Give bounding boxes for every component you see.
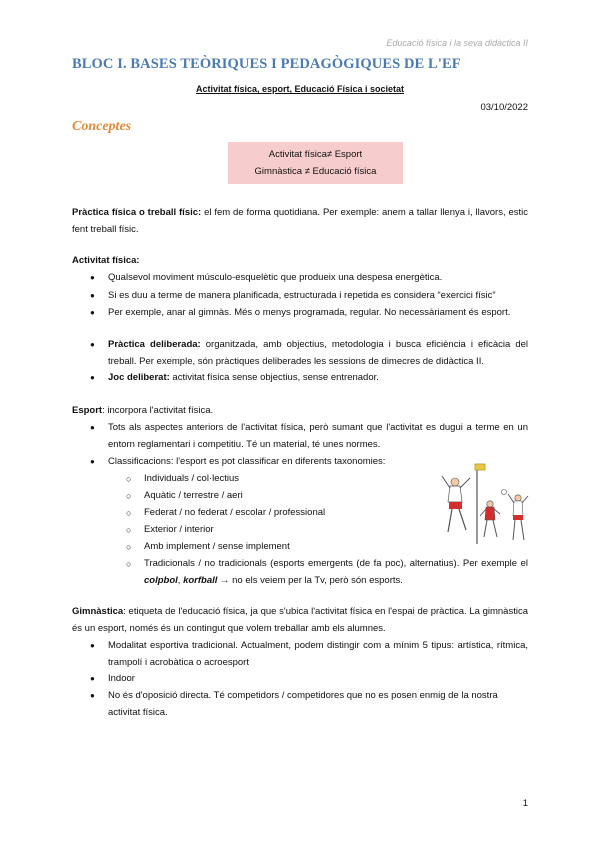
player-leg	[513, 520, 515, 540]
activitat-item-5	[90, 370, 528, 387]
section-title: Conceptes	[72, 119, 132, 134]
taxonomy-text-before: Tradicionals / no tradicionals (esports emergents (de fa poc), alternatius). Per exemple el	[144, 558, 528, 569]
concept-box	[228, 142, 403, 184]
date: 03/10/2022	[480, 102, 528, 113]
activitat-item-2: ● Si es duu a terme de manera planificada, estructurada i repetida es considera “exercici físic”	[90, 288, 528, 305]
player-leg	[459, 509, 466, 530]
bloc-title: BLOC I. BASES TEÒRIQUES I PEDAGÒGIQUES DE L'EF	[72, 56, 461, 72]
practica-deliberada-term: Pràctica deliberada:	[108, 339, 201, 350]
player-body	[448, 486, 462, 502]
box-line-1: Activitat física≠ Esport	[268, 149, 363, 160]
ball	[502, 490, 507, 495]
gimnastica-paragraph	[72, 604, 528, 637]
gimnastica-text: : etiqueta de l'educació física, ja que s'ubica l'activitat física en l'espai de pràctica. La gimnàstica és un esport, només és un contingut que volem treballar amb els alumnes.	[72, 606, 528, 634]
player-body	[485, 507, 495, 520]
esport-text: : incorpora l'activitat física.	[102, 405, 214, 416]
taxonomy-item-3: ○ Federat / no federat / escolar / professional	[126, 505, 426, 522]
taxonomy-text-after: → no els veiem per la Tv, però són esports.	[217, 574, 403, 586]
page-number: 1	[522, 798, 528, 809]
player-arm	[460, 478, 470, 488]
header-note: Educació física i la seva didàctica II	[386, 38, 528, 48]
player-arm	[494, 509, 500, 514]
practica-deliberada-text: organitzada, amb objectius, metodologia i busca eficiència i eficàcia del treball. Per exemple, són pràctiques deliberades les sessions de dimecres de didàctica II.	[108, 339, 528, 367]
practica-paragraph	[72, 205, 528, 238]
basket	[475, 464, 485, 470]
player-head	[515, 495, 521, 501]
taxonomy-item-5: ○ Amb implement / sense implement	[126, 539, 426, 556]
gimnastica-item-2: ● Indoor	[90, 671, 528, 688]
player-head	[451, 478, 459, 486]
esport-item-1: ● Tots als aspectes anteriors de l'activitat física, però sumant que l'activitat es dugui a terme en un entorn reglamentari i competitiu. Té un material, té unes normes.	[90, 420, 528, 453]
activitat-item-3: ● Per exemple, anar al gimnàs. Més o menys programada, regular. No necessàriament és esport.	[90, 305, 528, 322]
taxonomy-item-6	[126, 556, 528, 589]
activitat-heading	[72, 253, 528, 270]
joc-deliberat-term: Joc deliberat:	[108, 372, 170, 383]
player-head	[487, 501, 493, 507]
practica-text: el fem de forma quotidiana. Per exemple: anem a tallar llenya i, llavors, estic fent treball físic.	[72, 207, 528, 235]
activitat-heading-text: Activitat física:	[72, 255, 140, 266]
korfball-players-illustration	[430, 462, 535, 546]
esport-term: Esport	[72, 405, 103, 416]
box-line-2: Gimnàstica ≠ Educació física	[254, 166, 377, 177]
korfball-term: korfball	[183, 574, 218, 586]
player-shorts	[449, 502, 462, 509]
player-arm	[522, 496, 528, 503]
joc-deliberat-text: activitat física sense objectius, sense entrenador.	[169, 372, 379, 383]
player-shorts	[513, 515, 523, 520]
player-body	[513, 501, 523, 516]
practica-term: Pràctica física o treball físic:	[72, 207, 202, 218]
colpbol-term: colpbol	[144, 574, 178, 586]
gimnastica-term: Gimnàstica	[72, 606, 124, 617]
player-leg	[521, 520, 524, 540]
taxonomy-item-4: ○ Exterior / interior	[126, 522, 426, 539]
activitat-item-1: ● Qualsevol moviment músculo-esquelètic que produeix una despesa energètica.	[90, 270, 528, 287]
gimnastica-item-3: ● No és d'oposició directa. Té competidors / competidores que no es posen enmig de la nostra activitat física.	[90, 688, 528, 721]
player-leg	[448, 509, 452, 532]
esport-paragraph	[72, 403, 528, 420]
player-leg	[493, 520, 497, 537]
player-arm	[508, 494, 514, 503]
player-leg	[484, 520, 487, 537]
activitat-item-4	[90, 337, 528, 370]
taxonomy-item-1: ○ Individuals / col·lectius	[126, 471, 426, 488]
subtitle: Activitat física, esport, Educació Física i societat	[195, 84, 405, 94]
gimnastica-item-1: ● Modalitat esportiva tradicional. Actualment, podem distingir com a mínim 5 tipus: artística, rítmica, trampolí i acrobàtica o acroesport	[90, 638, 528, 671]
player-arm	[442, 476, 450, 488]
taxonomy-item-2: ○ Aquàtic / terrestre / aeri	[126, 488, 426, 505]
taxonomy-sep: ,	[177, 574, 184, 586]
esport-item-2: ● Classificacions: l'esport es pot classificar en diferents taxonomies:	[90, 454, 420, 471]
